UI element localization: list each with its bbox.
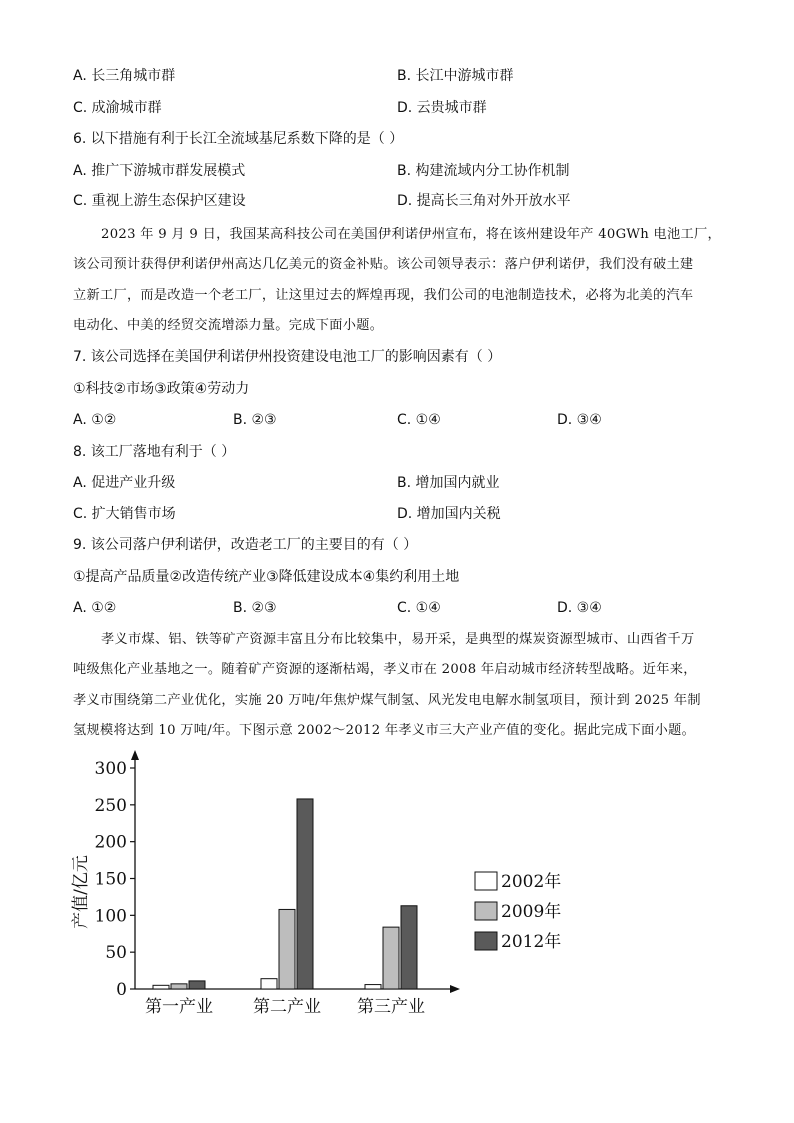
- chart-legend: [475, 871, 561, 952]
- y-tick-label: 150: [94, 869, 127, 890]
- y-tick-label: 200: [94, 832, 127, 853]
- y-tick-label: 100: [94, 906, 127, 927]
- bar: [401, 906, 417, 989]
- q7-stem: 7. 该公司选择在美国伊利诺伊州投资建设电池工厂的影响因素有（ ）: [73, 349, 502, 365]
- q6-option-c: C. 重视上游生态保护区建设: [73, 193, 246, 209]
- q5-option-d: D. 云贵城市群: [397, 100, 487, 116]
- x-tick-label: 第三产业: [357, 997, 425, 1017]
- y-tick-label: 250: [94, 795, 127, 816]
- legend-swatch: [475, 902, 497, 920]
- q9-option-d: D. ③④: [557, 600, 602, 616]
- x-tick-label: 第一产业: [145, 997, 213, 1017]
- q6-stem: 6. 以下措施有利于长江全流域基尼系数下降的是（ ）: [73, 131, 404, 147]
- y-tick-label: 300: [94, 759, 127, 779]
- bar: [297, 799, 313, 989]
- q8-option-d: D. 增加国内关税: [397, 506, 501, 522]
- passage2-line: 孝义市围绕第二产业优化，实施 20 万吨/年焦炉煤气制氢、风光发电电解水制氢项目，预计到 2025 年制: [73, 693, 701, 708]
- bar: [261, 979, 277, 989]
- passage1-line: 电动化、中美的经贸交流增添力量。完成下面小题。: [73, 318, 384, 333]
- bar: [279, 909, 295, 989]
- q7-option-c: C. ①④: [397, 412, 441, 428]
- bar: [365, 985, 381, 989]
- q9-option-a: A. ①②: [73, 600, 117, 616]
- industry-output-bar-chart: [0, 750, 794, 1040]
- legend-swatch: [475, 872, 497, 890]
- q8-option-b: B. 增加国内就业: [397, 475, 500, 491]
- q5-option-a: A. 长三角城市群: [73, 68, 176, 84]
- legend-swatch: [475, 932, 497, 950]
- bar: [153, 985, 169, 989]
- passage1-line: 该公司预计获得伊利诺伊州高达几亿美元的资金补贴。该公司领导表示：落户伊利诺伊，我们没有破土建: [73, 257, 694, 272]
- bar: [189, 981, 205, 989]
- y-axis-label: 产值/亿元: [71, 855, 91, 929]
- passage2-line: 孝义市煤、铝、铁等矿产资源丰富且分布比较集中，易开采，是典型的煤炭资源型城市、山西省千万: [101, 632, 695, 647]
- passage1-line: 2023 年 9 月 9 日，我国某高科技公司在美国伊利诺伊州宣布，将在该州建设年产 40GWh 电池工厂，: [101, 227, 721, 242]
- bar: [383, 927, 399, 989]
- q9-stem: 9. 该公司落户伊利诺伊，改造老工厂的主要目的有（ ）: [73, 537, 418, 553]
- legend-label: 2012年: [501, 932, 562, 952]
- q6-option-b: B. 构建流域内分工协作机制: [397, 163, 570, 179]
- q5-option-c: C. 成渝城市群: [73, 100, 162, 116]
- q5-option-b: B. 长江中游城市群: [397, 68, 514, 84]
- x-axis-labels: [145, 997, 425, 1017]
- x-tick-label: 第二产业: [253, 997, 321, 1017]
- q9-option-c: C. ①④: [397, 600, 441, 616]
- q9-option-b: B. ②③: [233, 600, 277, 616]
- chart-bars: [153, 799, 417, 989]
- q6-option-a: A. 推广下游城市群发展模式: [73, 163, 246, 179]
- y-axis-ticks: [95, 759, 135, 1000]
- q8-stem: 8. 该工厂落地有利于（ ）: [73, 444, 236, 460]
- q9-items: ①提高产品质量②改造传统产业③降低建设成本④集约利用土地: [73, 569, 460, 585]
- q7-option-d: D. ③④: [557, 412, 602, 428]
- q8-option-c: C. 扩大销售市场: [73, 506, 176, 522]
- q6-option-d: D. 提高长三角对外开放水平: [397, 193, 571, 209]
- legend-label: 2009年: [501, 902, 562, 922]
- bar: [171, 984, 187, 989]
- q7-option-a: A. ①②: [73, 412, 117, 428]
- legend-label: 2002年: [501, 872, 562, 892]
- passage2-line: 吨级焦化产业基地之一。随着矿产资源的逐渐枯竭，孝义市在 2008 年启动城市经济转型战略。近年来，: [73, 662, 697, 677]
- y-tick-label: 0: [116, 980, 127, 1000]
- passage1-line: 立新工厂，而是改造一个老工厂，让这里过去的辉煌再现，我们公司的电池制造技术，必将为北美的汽车: [73, 288, 694, 303]
- passage2-line: 氢规模将达到 10 万吨/年。下图示意 2002～2012 年孝义市三大产业产值的变化。据此完成下面小题。: [73, 723, 696, 738]
- y-tick-label: 50: [105, 943, 127, 964]
- y-axis-arrow: [131, 750, 139, 760]
- q7-items: ①科技②市场③政策④劳动力: [73, 381, 250, 397]
- q7-option-b: B. ②③: [233, 412, 277, 428]
- x-axis-arrow: [450, 985, 460, 993]
- q8-option-a: A. 促进产业升级: [73, 475, 176, 491]
